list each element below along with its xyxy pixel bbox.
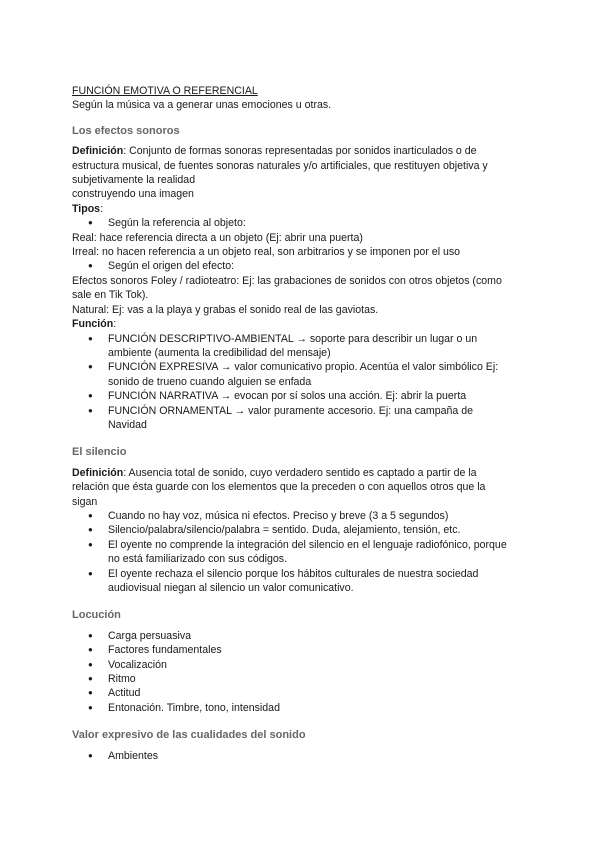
heading-valor-expresivo: Valor expresivo de las cualidades del sonido — [72, 729, 306, 742]
list-item-text: FUNCIÓN EXPRESIVA → valor comunicativo propio. Acentúa el valor simbólico Ej: — [108, 361, 499, 374]
list-item — [72, 538, 532, 567]
list-item — [72, 332, 532, 361]
tipos-heading — [72, 202, 532, 216]
funcion-label: Función — [72, 318, 114, 331]
document-page — [72, 84, 532, 763]
list-item-text: audiovisual niegan al silencio un valor comunicativo. — [108, 582, 354, 594]
list-item: ● Ambientes — [72, 749, 532, 763]
list-item-text: FUNCIÓN NARRATIVA → evocan por sí solos una acción. Ej: abrir la puerta — [108, 390, 467, 403]
efectos-definition-line: construyendo una imagen — [72, 188, 194, 201]
list-item — [72, 567, 532, 596]
list-item-text: sonido de trueno cuando alguien se enfada — [108, 375, 312, 388]
funcion-heading — [72, 317, 532, 331]
list-item: ● Actitud — [72, 686, 532, 700]
tipo-natural: Natural: Ej: vas a la playa y grabas el sonido real de las gaviotas. — [72, 303, 379, 316]
silencio-list — [72, 509, 532, 595]
definition-label: Definición — [72, 466, 124, 479]
list-item-text: FUNCIÓN ORNAMENTAL → valor puramente accesorio. Ej: una campaña de — [108, 404, 474, 417]
list-item-text: FUNCIÓN DESCRIPTIVO-AMBIENTAL → soporte para describir un lugar o un — [108, 332, 478, 345]
tipos-list-origen — [72, 259, 532, 273]
intro-text: Según la música va a generar unas emociones u otras. — [72, 99, 332, 112]
tipo-foley: Efectos sonoros Foley / radioteatro: Ej: las grabaciones de sonidos con otros objetos (como — [72, 274, 502, 287]
tipos-label: Tipos — [72, 202, 101, 215]
list-item-text: El oyente rechaza el silencio porque los hábitos culturales de nuestra sociedad — [108, 567, 479, 580]
list-item: ● Según el origen del efecto: — [72, 259, 532, 273]
list-item: ● Según la referencia al objeto: — [72, 216, 532, 230]
list-item — [72, 523, 532, 537]
funcion-colon: : — [113, 318, 117, 331]
heading-silencio: El silencio — [72, 446, 127, 459]
list-item: ● Entonación. Timbre, tono, intensidad — [72, 701, 532, 715]
definition-text: : Conjunto de formas sonoras representadas por sonidos inarticulados o de — [123, 145, 477, 158]
list-item: ● Factores fundamentales — [72, 643, 532, 657]
definition-label: Definición — [72, 145, 124, 158]
section-title-funcion-emotiva: FUNCIÓN EMOTIVA O REFERENCIAL — [72, 85, 258, 97]
list-item-text: ambiente (aumenta la credibilidad del mensaje) — [108, 346, 331, 359]
list-item-text: El oyente no comprende la integración del silencio en el lenguaje radiofónico, porque — [108, 538, 507, 551]
list-item-text: Cuando no hay voz, música ni efectos. Preciso y breve (3 a 5 segundos) — [108, 509, 449, 522]
heading-efectos-sonoros: Los efectos sonoros — [72, 124, 180, 137]
tipo-irreal: Irreal: no hacen referencia a un objeto real, son arbitrarios y se imponen por el uso — [72, 246, 461, 259]
locucion-list — [72, 629, 532, 715]
heading-locucion: Locución — [72, 609, 121, 622]
list-item-text: Navidad — [108, 418, 147, 431]
tipos-list-ref — [72, 216, 532, 230]
silencio-definition — [72, 466, 532, 480]
list-item — [72, 404, 532, 433]
definition-text: : Ausencia total de sonido, cuyo verdadero sentido es captado a partir de la — [123, 466, 477, 479]
valor-list — [72, 749, 532, 763]
list-item: ● Vocalización — [72, 658, 532, 672]
tipo-real: Real: hace referencia directa a un objeto (Ej: abrir una puerta) — [72, 231, 363, 244]
list-item — [72, 509, 532, 523]
list-item: ● Carga persuasiva — [72, 629, 532, 643]
list-item — [72, 360, 532, 389]
tipos-colon: : — [100, 202, 104, 215]
silencio-definition-line: sigan — [72, 495, 98, 508]
list-item-text: Silencio/palabra/silencio/palabra = sentido. Duda, alejamiento, tensión, etc. — [108, 524, 461, 537]
silencio-definition-line: relación que ésta guarde con los elementos que la preceden o con aquellos otros que la — [72, 481, 486, 494]
efectos-definition-line: subjetivamente la realidad — [72, 174, 196, 187]
efectos-definition — [72, 144, 532, 158]
list-item — [72, 389, 532, 403]
list-item: ● Ritmo — [72, 672, 532, 686]
funcion-list — [72, 332, 532, 433]
tipo-foley-cont: sale en Tik Tok). — [72, 289, 149, 302]
list-item-text: no está familiarizado con sus códigos. — [108, 553, 288, 566]
efectos-definition-line: estructura musical, de fuentes sonoras naturales y/o artificiales, que restituyen objetiva y — [72, 159, 488, 172]
